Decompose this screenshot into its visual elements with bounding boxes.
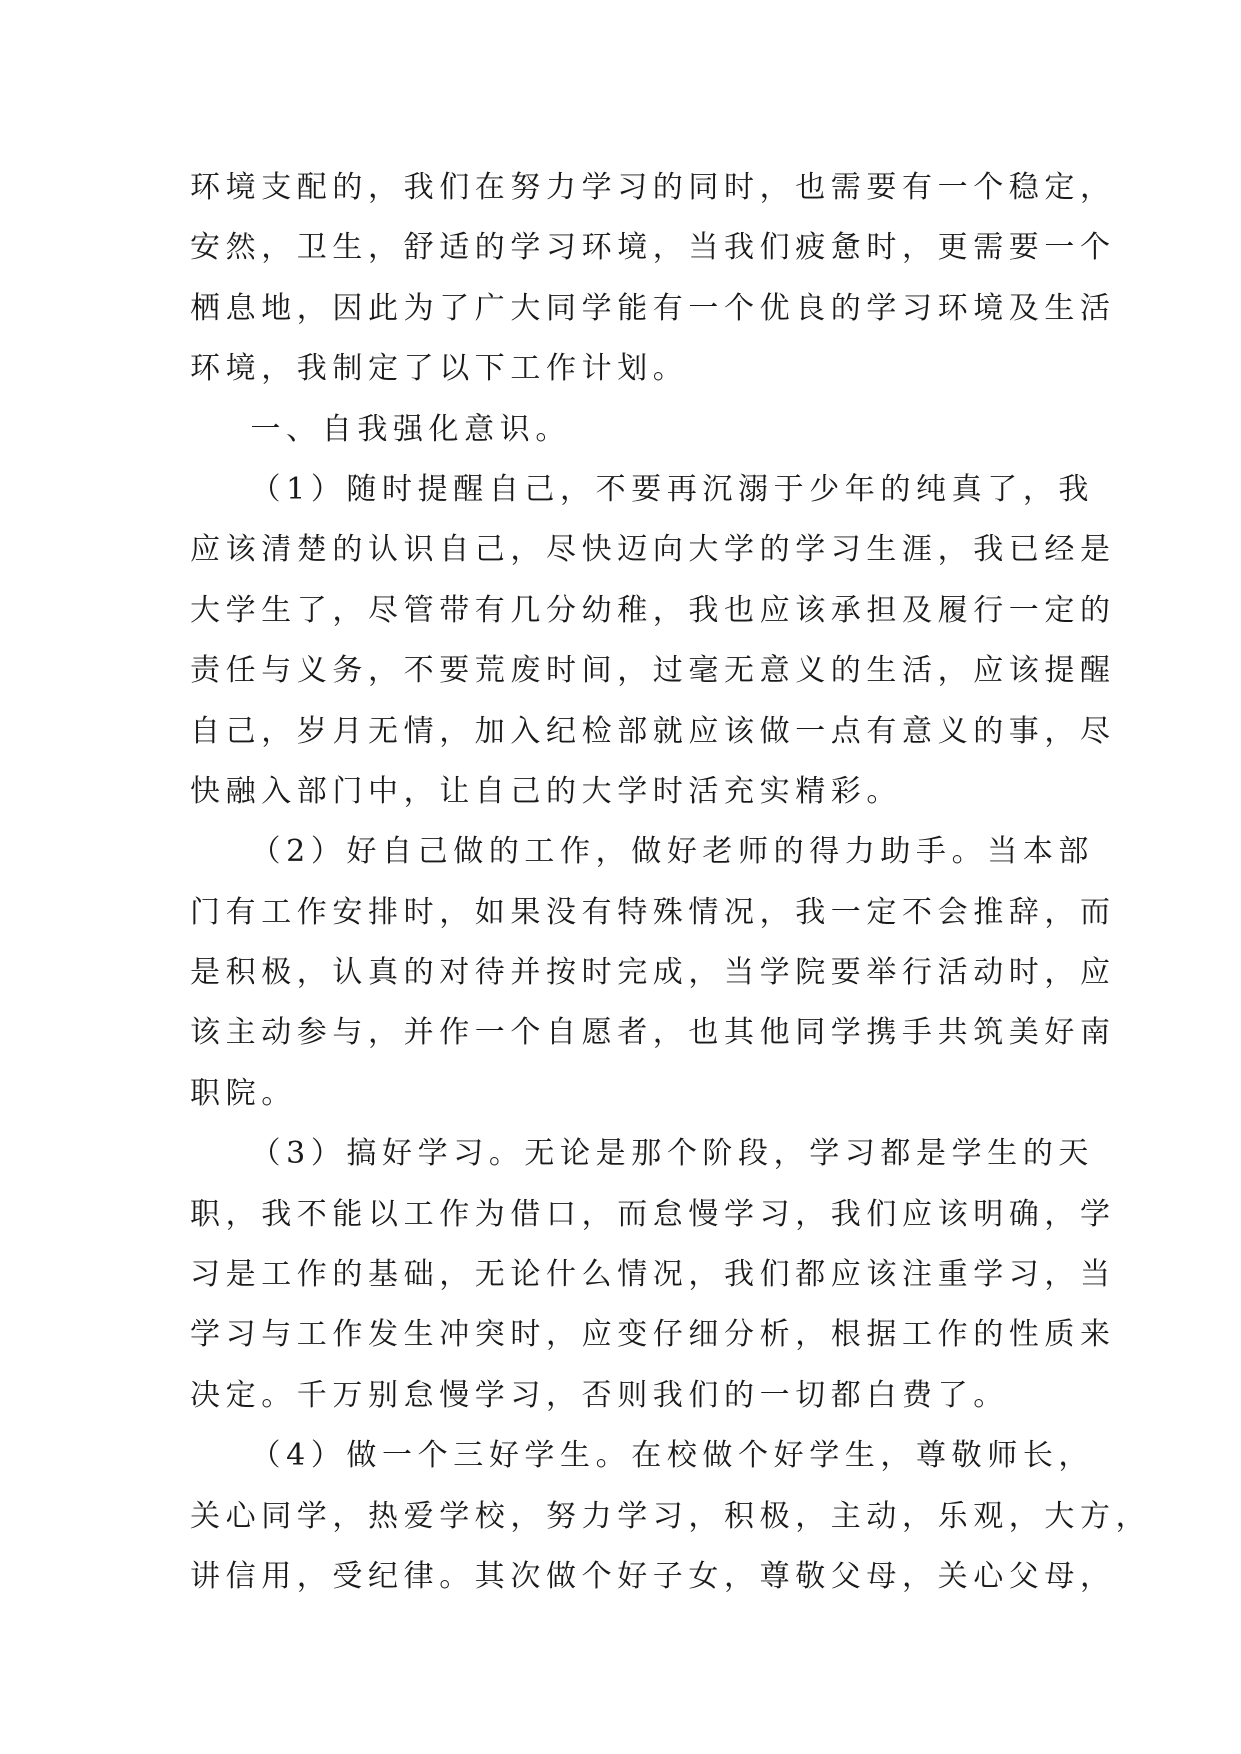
text-line: 学习与工作发生冲突时，应变仔细分析，根据工作的性质来 [190,1317,1116,1353]
text-line: （4）做一个三好学生。在校做个好学生，尊敬师长， [190,1438,1095,1474]
text-line: 职，我不能以工作为借口，而怠慢学习，我们应该明确，学 [190,1196,1116,1232]
text-line: 职院。 [190,1075,297,1111]
text-line: 讲信用，受纪律。其次做个好子女，尊敬父母，关心父母， [190,1558,1116,1594]
text-line: 责任与义务，不要荒废时间，过毫无意义的生活，应该提醒 [190,653,1116,689]
text-line: 栖息地，因此为了广大同学能有一个优良的学习环境及生活 [190,290,1116,326]
text-line: （2）好自己做的工作，做好老师的得力助手。当本部 [190,834,1095,870]
text-line: 环境，我制定了以下工作计划。 [190,351,689,387]
text-line: 决定。千万别怠慢学习，否则我们的一切都白费了。 [190,1377,1009,1413]
text-line: 关心同学，热爱学校，努力学习，积极，主动，乐观，大方， [190,1498,1152,1534]
text-line: 门有工作安排时，如果没有特殊情况，我一定不会推辞，而 [190,894,1116,930]
text-line: 是积极，认真的对待并按时完成，当学院要举行活动时，应 [190,955,1116,991]
document-body [190,158,1152,1607]
text-line: 应该清楚的认识自己，尽快迈向大学的学习生涯，我已经是 [190,532,1116,568]
text-line: 该主动参与，并作一个自愿者，也其他同学携手共筑美好南 [190,1015,1116,1051]
text-line: 快融入部门中，让自己的大学时活充实精彩。 [190,773,902,809]
text-line: （3）搞好学习。无论是那个阶段，学习都是学生的天 [190,1136,1095,1172]
text-line: 大学生了，尽管带有几分幼稚，我也应该承担及履行一定的 [190,592,1116,628]
text-line: （1）随时提醒自己，不要再沉溺于少年的纯真了，我 [190,471,1095,507]
text-line: 环境支配的，我们在努力学习的同时，也需要有一个稳定， [190,170,1116,205]
text-line: 安然，卫生，舒适的学习环境，当我们疲惫时，更需要一个 [190,230,1116,266]
text-line: 自己，岁月无情，加入纪检部就应该做一点有意义的事，尽 [190,713,1116,749]
text-line: 习是工作的基础，无论什么情况，我们都应该注重学习，当 [190,1257,1116,1293]
section-heading: 一、自我强化意识。 [190,411,571,447]
